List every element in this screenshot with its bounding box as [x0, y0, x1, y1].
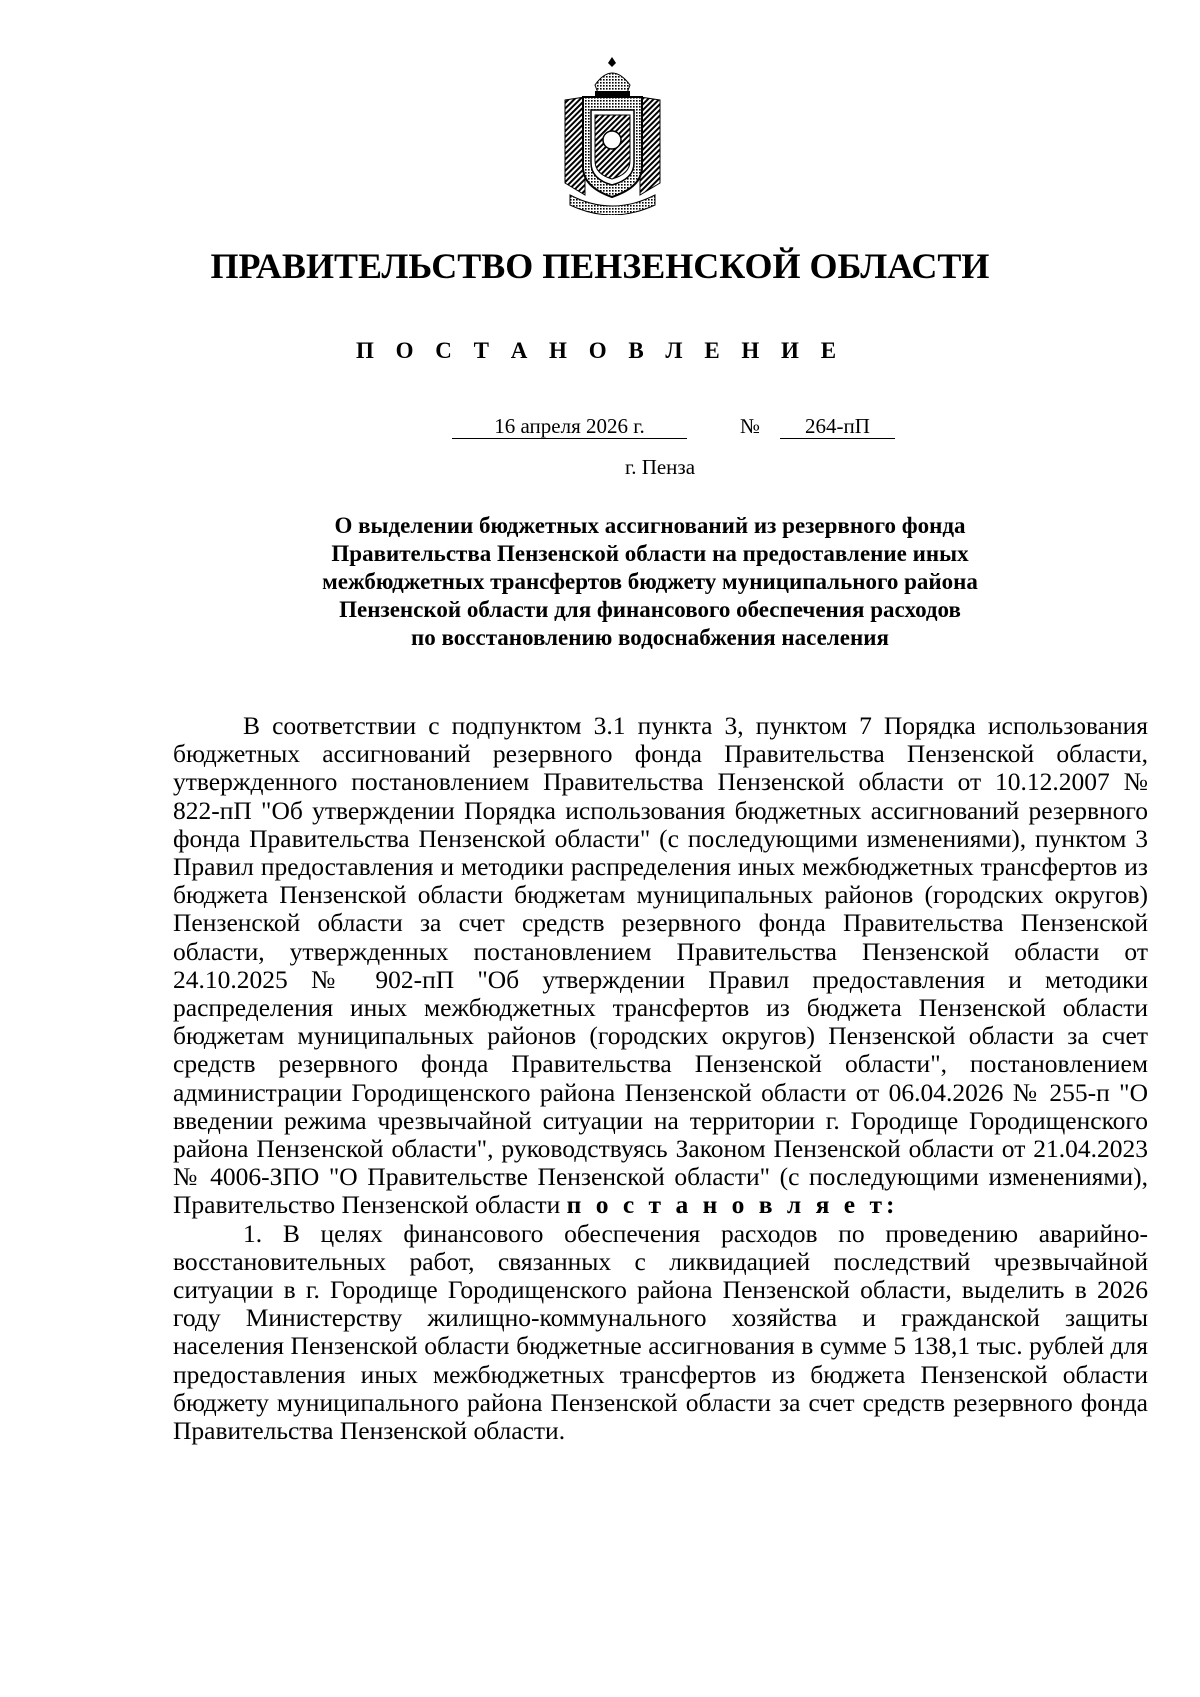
item-1-paragraph: 1. В целях финансового обеспечения расходов по проведению аварийно-восстановительных работ, связанных с ликвидацией последствий чрезвычайной ситуации в г. Городище Городищенского района Пензенской области, выделить в 2026 году Министерству жилищно-коммунального хозяйства и гражданской защиты населения Пензенской области бюджетные ассигнования в сумме 5 138,1 тыс. рублей для предоставления иных межбюджетных трансфертов из бюджета Пензенской области бюджету муниципального района Пензенской области за счет средств резервного фонда Правительства Пензенской области.: [173, 1218, 1148, 1446]
document-date: 16 апреля 2026 г.: [452, 414, 687, 439]
number-sign: №: [740, 414, 761, 438]
document-type: П О С Т А Н О В Л Е Н И Е: [355, 338, 845, 363]
preamble-text: В соответствии с подпунктом 3.1 пункта 3, пунктом 7 Порядка использования бюджетных ассигнований резервного фонда Правительства Пензенской области, утвержденного постановлением Правительства Пензенской области от 10.12.2007 № 822-пП "Об утверждении Порядка использования бюджетных ассигнований резервного фонда Правительства Пензенской области" (с последующими изменениями), пунктом 3 Правил предоставления и методики распределения иных межбюджетных трансфертов из бюджета Пензенской области бюджетам муниципальных районов (городских округов) Пензенской области за счет средств резервного фонда Правительства Пензенской области, утвержденных постановлением Правительства Пензенской области от 24.10.2025 № 902-пП "Об утверждении Правил предоставления и методики распределения иных межбюджетных трансфертов из бюджета Пензенской области бюджетам муниципальных районов (городских округов) Пензенской области за счет средств резервного фонда Правительства Пензенской области", постановлением администрации Городищенского района Пензенской области от 06.04.2026 № 255-п "О введении режима чрезвычайной ситуации на территории г. Городище Городищенского района Пензенской области", руководствуясь Законом Пензенской области от 21.04.2023 № 4006-ЗПО "О Правительстве Пензенской области" (с последующими изменениями), Правительство Пензенской области: [173, 711, 1148, 1220]
preamble-paragraph: [173, 712, 1148, 1220]
document-heading: [180, 512, 1120, 652]
document-number: 264-пП: [780, 414, 895, 439]
resolves-word: п о с т а н о в л я е т:: [566, 1190, 899, 1220]
heading-line: О выделении бюджетных ассигнований из резервного фонда: [334, 513, 966, 538]
coat-of-arms-emblem: [555, 55, 670, 215]
heading-line: межбюджетных трансфертов бюджету муниципального района: [322, 569, 978, 594]
document-place: г. Пенза: [624, 455, 696, 479]
government-title: ПРАВИТЕЛЬСТВО ПЕНЗЕНСКОЙ ОБЛАСТИ: [210, 246, 990, 286]
heading-line: Пензенской области для финансового обеспечения расходов: [339, 597, 961, 622]
heading-line: по восстановлению водоснабжения населения: [411, 625, 889, 650]
heading-line: Правительства Пензенской области на предоставление иных: [331, 541, 969, 566]
document-body: [173, 712, 1148, 1445]
